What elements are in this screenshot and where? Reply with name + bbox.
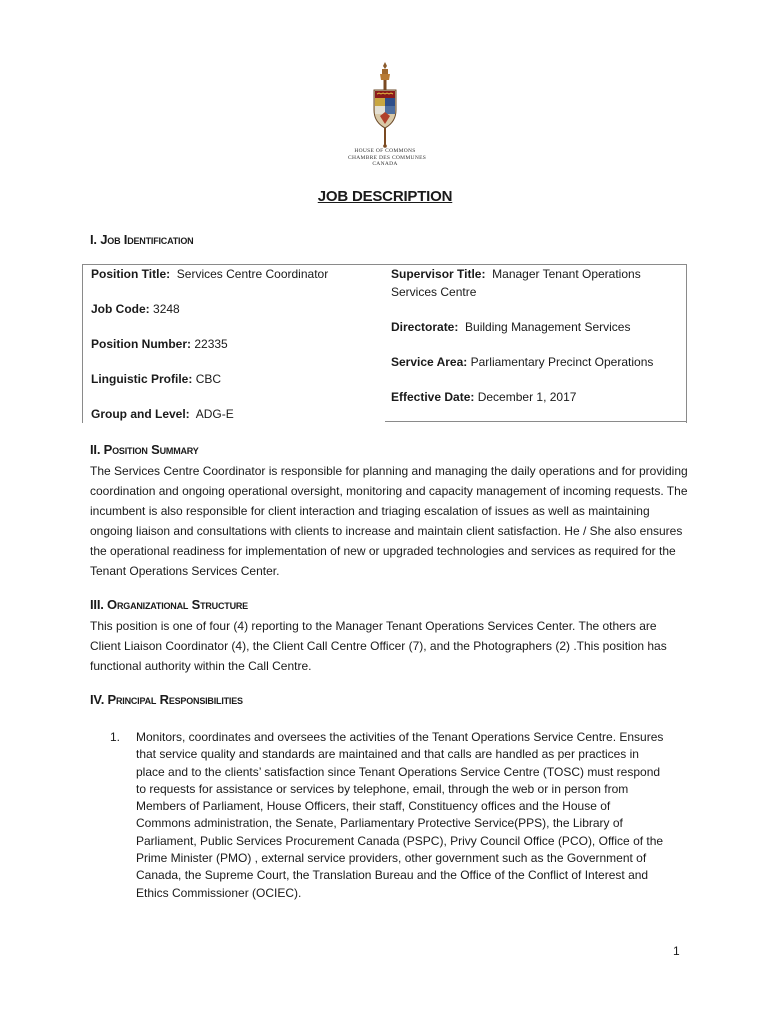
field-label: Linguistic Profile: <box>91 372 193 386</box>
field-supervisor-title <box>391 266 676 301</box>
field-label: Directorate: <box>391 320 459 334</box>
field-value: Parliamentary Precinct Operations <box>470 355 654 369</box>
field-job-code <box>91 301 180 319</box>
field-label: Position Title: <box>91 267 171 281</box>
table-bottom-rule <box>385 421 686 422</box>
document-title: JOB DESCRIPTION <box>317 188 453 205</box>
field-value: 3248 <box>153 302 180 316</box>
field-label: Supervisor Title: <box>391 267 486 281</box>
page-number: 1 <box>673 944 680 958</box>
section-heading-identification: I. Job Identification <box>90 232 194 247</box>
field-position-number <box>91 336 228 354</box>
section-heading-responsibilities: IV. Principal Responsibilities <box>90 692 243 707</box>
field-value: Manager Tenant Operations Services Centre <box>391 267 641 299</box>
field-directorate <box>391 319 630 337</box>
list-item-text: Monitors, coordinates and oversees the activities of the Tenant Operations Service Centre. Ensures that service quality and standards are maintained and that calls are handled as per practices in place and to the clients’ satisfaction since Tenant Operations Service Centre (TOSC) must respond to requests for assistance or services by telephone, email, through the web or in person from Members of Parliament, House Officers, their staff, Constituency offices and the House of Commons administration, the Senate, Parliamentary Protective Service(PPS), the Library of Parliament, Public Services Procurement Canada (PSPC), Privy Council Office (PCO), Office of the Prime Minister (PMO) , external service providers, other government such as the Government of Canada, the Supreme Court, the Translation Bureau and the Office of the Conflict of Interest and Ethics Commissioner (OCIEC). <box>136 730 664 900</box>
field-value: 22335 <box>194 337 228 351</box>
logo-line-country: CANADA <box>372 161 398 167</box>
field-value: December 1, 2017 <box>477 390 577 404</box>
list-item-number: 1. <box>110 730 121 744</box>
field-value: ADG-E <box>195 407 234 421</box>
section-heading-summary: II. Position Summary <box>90 442 199 457</box>
organizational-structure-text: This position is one of four (4) reporting to the Manager Tenant Operations Services Center. The others are Client Liaison Coordinator (4), the Client Call Centre Officer (7), and the Photographers (2) .This position has functional authority within the Call Centre. <box>90 619 667 673</box>
field-label: Service Area: <box>391 355 468 369</box>
crest-icon <box>370 60 400 148</box>
logo-line-en: HOUSE OF COMMONS <box>354 148 416 154</box>
field-effective-date <box>391 389 576 407</box>
field-value: CBC <box>195 372 222 386</box>
field-service-area <box>391 354 653 372</box>
job-identification-table <box>82 264 687 423</box>
position-summary-text: The Services Centre Coordinator is responsible for planning and managing the daily operations and for providing coordination and ongoing operational oversight, monitoring and capacity management of incoming requests. The incumbent is also responsible for client interaction and triaging escalation of issues as well as maintaining ongoing liaison and consultations with clients to increase and maintain client satisfaction. He / She also ensures the operational readiness for implementation of new or upgraded technologies and services as required for the Tenant Operations Services Center. <box>90 464 688 578</box>
field-value: Building Management Services <box>465 320 631 334</box>
field-label: Group and Level: <box>91 407 190 421</box>
logo-line-fr: CHAMBRE DES COMMUNES <box>348 154 427 161</box>
field-label: Job Code: <box>91 302 150 316</box>
field-label: Position Number: <box>91 337 192 351</box>
field-linguistic-profile <box>91 371 221 389</box>
house-of-commons-logo <box>348 60 427 168</box>
field-group-and-level <box>91 406 234 424</box>
field-label: Effective Date: <box>391 390 475 404</box>
section-heading-structure: III. Organizational Structure <box>90 597 248 612</box>
field-value: Services Centre Coordinator <box>176 267 329 281</box>
field-position-title <box>91 266 328 284</box>
